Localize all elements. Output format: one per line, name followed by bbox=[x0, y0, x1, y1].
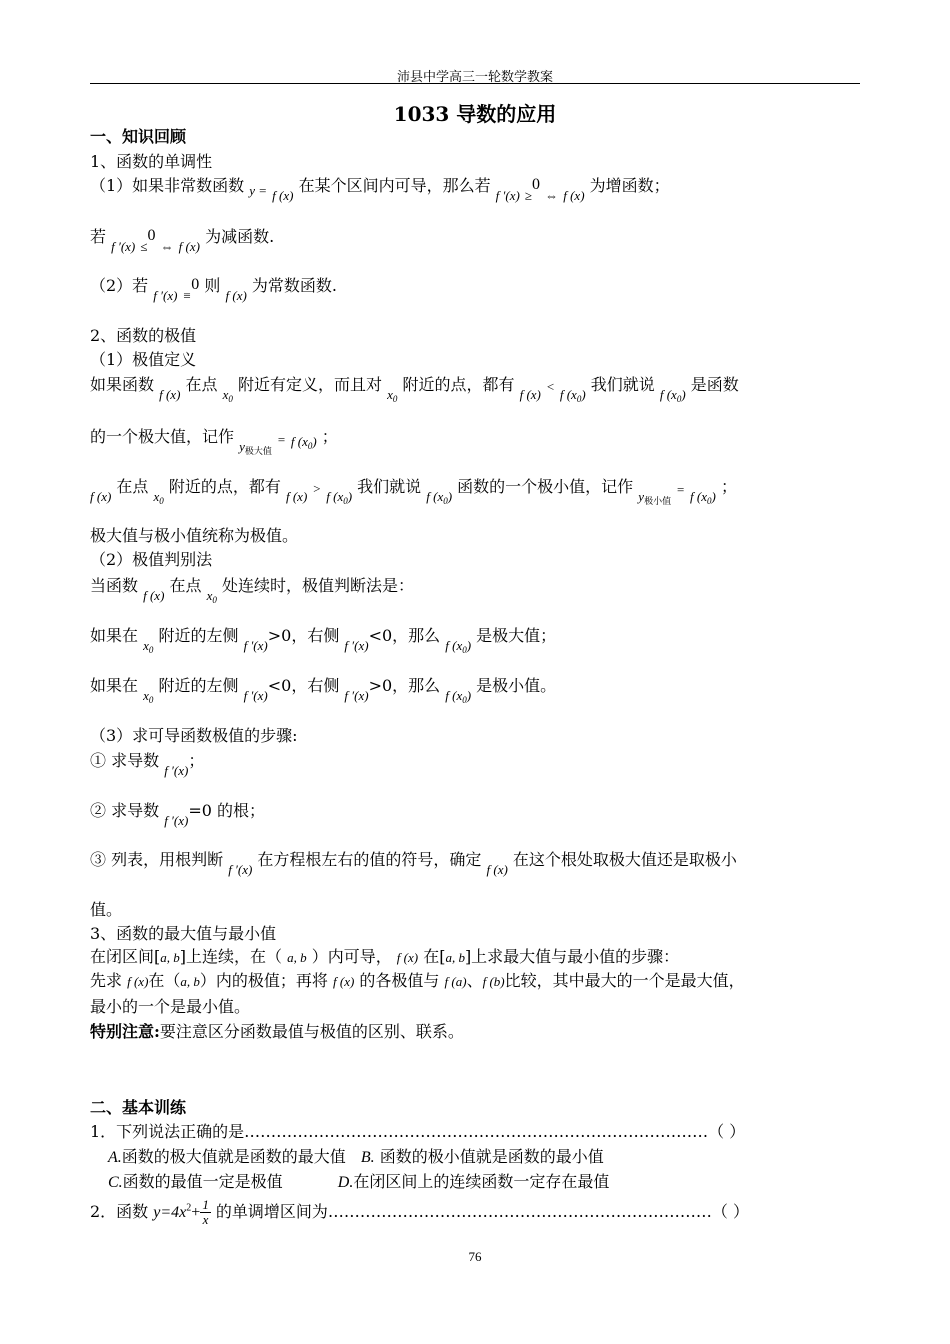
text: 0 bbox=[392, 394, 398, 404]
text: 比较，其中最大的一个是最大值， bbox=[504, 971, 745, 990]
text: 如果在 bbox=[90, 626, 139, 645]
text: f (x bbox=[559, 387, 577, 402]
text: 函数的一个极小值，记作 bbox=[457, 477, 634, 496]
math-x0 bbox=[207, 588, 217, 603]
option-b-text: 函数的极小值就是函数的最小值 bbox=[374, 1147, 604, 1166]
math-fpx: f ′(x) bbox=[228, 862, 253, 877]
math-fx: f (x) bbox=[333, 974, 355, 989]
text: 先求 bbox=[90, 971, 123, 990]
note-label: 特别注意: bbox=[90, 1022, 160, 1041]
math-gt: > bbox=[312, 481, 322, 496]
maxmin-line-3: 最小的一个是最小值。 bbox=[90, 997, 251, 1016]
text: y bbox=[239, 439, 245, 454]
math-lt: < bbox=[545, 379, 555, 394]
math-ab: a, b bbox=[287, 950, 307, 965]
option-a-label: A. bbox=[108, 1149, 122, 1166]
heading-max-min: 3、函数的最大值与最小值 bbox=[90, 924, 277, 943]
text: 附近的点，都有 bbox=[402, 375, 515, 394]
text: <0，右侧 bbox=[267, 676, 340, 695]
question-1-options-cd bbox=[108, 1169, 609, 1192]
text: 附近有定义，而且对 bbox=[237, 375, 382, 394]
step-2 bbox=[90, 798, 266, 828]
text: 如果在 bbox=[90, 676, 139, 695]
option-b-label: B. bbox=[360, 1149, 375, 1166]
math-y-eq: y = bbox=[249, 183, 268, 198]
math-fx0 bbox=[660, 387, 686, 402]
math-expr: y=4x bbox=[153, 1204, 187, 1221]
text: >0，那么 bbox=[368, 676, 441, 695]
math-fx: f (x) bbox=[285, 489, 308, 504]
text: 在这个根处取极大值还是取极小 bbox=[512, 850, 737, 869]
text: ]上求最大值与最小值的步骤： bbox=[464, 947, 680, 966]
text: f (x bbox=[659, 387, 677, 402]
math-fpx: f ′(x) bbox=[243, 688, 268, 703]
math-iff: ⇔ bbox=[160, 239, 174, 254]
math-exponent: 2 bbox=[186, 1202, 192, 1214]
math-y-max bbox=[239, 439, 272, 454]
text: ）内的极值；再将 bbox=[199, 971, 328, 990]
math-fx: f (x) bbox=[178, 239, 200, 254]
math-x0 bbox=[223, 387, 233, 402]
text: 如果函数 bbox=[90, 375, 155, 394]
math-geq: ≥ bbox=[524, 188, 533, 203]
monotonic-line-1 bbox=[90, 173, 670, 203]
text: 在某个区间内可导，那么若 bbox=[298, 176, 491, 195]
option-c-text: 函数的最值一定是极值 bbox=[122, 1172, 283, 1191]
question-2-lead: 2．函数 bbox=[90, 1202, 154, 1221]
page-header: 沛县中学高三一轮数学教案 bbox=[396, 69, 553, 84]
text: f (x bbox=[326, 489, 344, 504]
math-fraction bbox=[200, 1198, 211, 1227]
text: x bbox=[206, 588, 213, 603]
math-fx0 bbox=[445, 688, 471, 703]
heading-judgement: （2）极值判别法 bbox=[90, 550, 213, 569]
text: 附近的左侧 bbox=[158, 626, 239, 645]
text: ； bbox=[720, 477, 737, 496]
page-title: 1033 导数的应用 bbox=[393, 102, 557, 126]
step-3-continued: 值。 bbox=[90, 900, 123, 919]
section-heading-training: 二、基本训练 bbox=[90, 1098, 187, 1117]
text: 为减函数. bbox=[205, 227, 275, 246]
text: ) bbox=[466, 688, 472, 703]
math-fpx: f ′(x) bbox=[495, 188, 520, 203]
text: 是极小值。 bbox=[476, 676, 557, 695]
text: f (x bbox=[690, 489, 708, 504]
option-a-text: 函数的极大值就是函数的最大值 bbox=[121, 1147, 346, 1166]
math-fx0 bbox=[445, 638, 471, 653]
definition-line-1 bbox=[90, 372, 739, 404]
text: 0 bbox=[707, 496, 712, 506]
math-fx: f (x) bbox=[272, 188, 294, 203]
text: 处连续时，极值判断法是： bbox=[221, 576, 414, 595]
math-fpx: f ′(x) bbox=[111, 239, 136, 254]
text: （2）若 bbox=[90, 276, 149, 295]
math-eq: = bbox=[277, 432, 286, 447]
text: ）内可导， bbox=[311, 947, 392, 966]
math-fx0 bbox=[690, 489, 716, 504]
text: 若 bbox=[90, 227, 107, 246]
text: 在[ bbox=[423, 947, 446, 966]
text: x bbox=[387, 387, 393, 402]
math-fx: f (x) bbox=[143, 588, 165, 603]
text: ③ 列表，用根判断 bbox=[90, 850, 224, 869]
text: 在闭区间[ bbox=[90, 947, 161, 966]
math-x0 bbox=[154, 489, 164, 504]
text: 0 bbox=[462, 695, 467, 705]
math-ab: a, b bbox=[180, 974, 200, 989]
math-zero: 0 bbox=[532, 176, 541, 193]
text: ① 求导数 bbox=[90, 751, 160, 770]
option-d-text: 在闭区间上的连续函数一定存在最值 bbox=[353, 1172, 610, 1191]
text: ； bbox=[188, 751, 205, 770]
math-plus: + bbox=[191, 1204, 201, 1221]
text: 为增函数； bbox=[589, 176, 670, 195]
text: x bbox=[143, 638, 149, 653]
text: 极大值 bbox=[244, 446, 272, 456]
text: f (x bbox=[445, 688, 463, 703]
step-1 bbox=[90, 748, 205, 778]
heading-extrema-definition: （1）极值定义 bbox=[90, 350, 197, 369]
text: ) bbox=[347, 489, 353, 504]
option-d-label: D. bbox=[337, 1174, 354, 1191]
math-fx: f (x) bbox=[90, 489, 112, 504]
maxmin-line-1 bbox=[90, 944, 679, 967]
text: 0 bbox=[576, 394, 582, 404]
special-note bbox=[90, 1019, 464, 1042]
text: 当函数 bbox=[90, 576, 139, 595]
math-fx: f (x) bbox=[519, 387, 541, 402]
math-fx: f (x) bbox=[159, 387, 181, 402]
text: ) bbox=[466, 638, 472, 653]
text: 是极大值； bbox=[476, 626, 557, 645]
text: ) bbox=[312, 434, 317, 449]
definition-line-3 bbox=[90, 474, 737, 506]
math-x0 bbox=[143, 688, 153, 703]
math-eq: = bbox=[676, 482, 685, 497]
math-fx0 bbox=[326, 489, 352, 504]
page-number: 76 bbox=[468, 1249, 482, 1264]
text: x bbox=[222, 387, 229, 402]
heading-extrema: 2、函数的极值 bbox=[90, 326, 197, 345]
text: 在方程根左右的值的符号，确定 bbox=[257, 850, 482, 869]
fraction-numerator: 1 bbox=[202, 1197, 209, 1212]
text: 0 bbox=[159, 496, 164, 506]
math-equiv: ≡ bbox=[182, 288, 192, 303]
math-fpx: f ′(x) bbox=[164, 763, 189, 778]
text: f (x bbox=[426, 489, 444, 504]
header-rule bbox=[90, 83, 860, 84]
text: 的一个极大值，记作 bbox=[90, 427, 235, 446]
heading-steps: （3）求可导函数极值的步骤: bbox=[90, 726, 298, 745]
fraction-denominator: x bbox=[202, 1212, 209, 1227]
text: 附近的点，都有 bbox=[168, 477, 281, 496]
math-fpx: f ′(x) bbox=[344, 688, 369, 703]
text: 0 bbox=[462, 645, 467, 655]
math-zero: 0 bbox=[191, 276, 200, 293]
text: 的各极值与 bbox=[359, 971, 440, 990]
text: 0 bbox=[443, 496, 448, 506]
math-fx: f (x) bbox=[486, 862, 508, 877]
text: 我们就说 bbox=[357, 477, 422, 496]
math-fx: f (x) bbox=[563, 188, 585, 203]
text: 则 bbox=[204, 276, 221, 295]
note-text: 要注意区分函数最值与极值的区别、联系。 bbox=[159, 1022, 464, 1041]
question-1-options-ab bbox=[108, 1144, 604, 1167]
math-fx0 bbox=[560, 387, 586, 402]
text: x bbox=[143, 688, 149, 703]
monotonic-line-2 bbox=[90, 224, 275, 254]
math-fa: f (a) bbox=[444, 974, 467, 989]
text: 0 bbox=[148, 645, 154, 655]
text: >0，右侧 bbox=[267, 626, 340, 645]
math-fx: f (x) bbox=[225, 288, 247, 303]
heading-monotonicity: 1、函数的单调性 bbox=[90, 152, 213, 171]
text: 0 bbox=[228, 394, 233, 404]
text: <0，那么 bbox=[368, 626, 441, 645]
question-2 bbox=[90, 1198, 749, 1227]
judgement-line-3 bbox=[90, 673, 557, 705]
text: 0 bbox=[307, 441, 313, 451]
text: f (x bbox=[445, 638, 463, 653]
math-x0 bbox=[143, 638, 153, 653]
text: ]上连续，在（ bbox=[179, 947, 282, 966]
text: 0 bbox=[212, 595, 217, 605]
math-ab: a, b bbox=[445, 950, 465, 965]
text: ； bbox=[321, 427, 338, 446]
text: 我们就说 bbox=[590, 375, 655, 394]
math-fpx: f ′(x) bbox=[153, 288, 178, 303]
text: 、 bbox=[466, 971, 483, 990]
text: 在点 bbox=[185, 375, 218, 394]
monotonic-line-3 bbox=[90, 273, 337, 303]
text: 在点 bbox=[116, 477, 149, 496]
math-fx: f (x) bbox=[396, 950, 419, 965]
math-fpx: f ′(x) bbox=[243, 638, 268, 653]
math-zero: 0 bbox=[147, 227, 156, 244]
text: 在点 bbox=[169, 576, 202, 595]
math-fpx: f ′(x) bbox=[344, 638, 369, 653]
math-ab: a, b bbox=[160, 950, 180, 965]
text: x bbox=[153, 489, 160, 504]
math-y-min bbox=[638, 489, 671, 504]
math-fx0 bbox=[291, 434, 317, 449]
judgement-line-2 bbox=[90, 623, 557, 655]
step-3 bbox=[90, 847, 737, 877]
text: f (x bbox=[290, 434, 308, 449]
section-heading-review: 一、知识回顾 bbox=[90, 127, 187, 146]
text: ) bbox=[681, 387, 686, 402]
question-2-tail: 的单调增区间为………………………………………………………………（ ） bbox=[210, 1202, 749, 1221]
text: 为常数函数. bbox=[251, 276, 337, 295]
math-x0 bbox=[387, 387, 397, 402]
math-fx: f (x) bbox=[127, 974, 149, 989]
definition-line-4: 极大值与极小值统称为极值。 bbox=[90, 526, 299, 545]
text: 在（ bbox=[148, 971, 181, 990]
text: 是函数 bbox=[690, 375, 739, 394]
judgement-line-1 bbox=[90, 573, 414, 605]
text: =0 的根； bbox=[188, 801, 266, 820]
text: ② 求导数 bbox=[90, 801, 160, 820]
text: ) bbox=[581, 387, 586, 402]
text: 极小值 bbox=[644, 496, 672, 506]
text: 0 bbox=[676, 394, 682, 404]
text: ) bbox=[711, 489, 716, 504]
math-fx0 bbox=[426, 489, 452, 504]
text: 附近的左侧 bbox=[158, 676, 239, 695]
text: 0 bbox=[148, 695, 154, 705]
question-1-stem: 1．下列说法正确的是……………………………………………………………………………（ ） bbox=[90, 1122, 746, 1141]
text: 0 bbox=[343, 496, 348, 506]
text: （1）如果非常数函数 bbox=[90, 176, 245, 195]
math-iff: ⇔ bbox=[545, 188, 559, 203]
text: y bbox=[638, 489, 645, 504]
math-fb: f (b) bbox=[482, 974, 505, 989]
option-c-label: C. bbox=[108, 1174, 123, 1191]
definition-line-2 bbox=[90, 424, 338, 456]
maxmin-line-2 bbox=[90, 968, 745, 991]
text: ) bbox=[447, 489, 453, 504]
math-leq: ≤ bbox=[140, 239, 148, 254]
math-fpx: f ′(x) bbox=[164, 813, 189, 828]
